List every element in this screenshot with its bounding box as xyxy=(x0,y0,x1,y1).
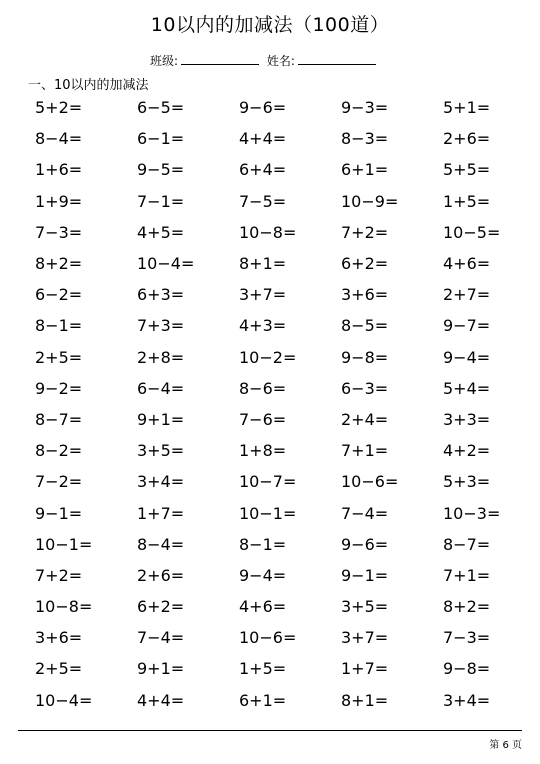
math-problem: 8+2= xyxy=(443,597,491,617)
math-problem: 3+5= xyxy=(341,597,389,617)
math-problem: 6+2= xyxy=(341,254,389,274)
math-problem: 7+1= xyxy=(443,565,491,585)
problem-grid xyxy=(35,92,535,716)
math-problem: 2+4= xyxy=(341,409,389,429)
math-problem: 2+7= xyxy=(443,285,491,305)
math-problem: 8−4= xyxy=(137,534,185,554)
math-problem: 3+3= xyxy=(443,409,491,429)
math-problem: 9−4= xyxy=(443,347,491,367)
math-problem: 10−6= xyxy=(239,628,297,648)
footer-divider xyxy=(18,730,522,731)
math-problem: 2+8= xyxy=(137,347,185,367)
math-problem: 7−2= xyxy=(35,472,83,492)
math-problem: 4+5= xyxy=(137,222,185,242)
math-problem: 7−1= xyxy=(137,191,185,211)
math-problem: 1+7= xyxy=(137,503,185,523)
math-problem: 3+4= xyxy=(137,472,185,492)
math-problem: 7−4= xyxy=(137,628,185,648)
name-blank-line xyxy=(298,54,376,65)
math-problem: 6−3= xyxy=(341,378,389,398)
math-problem: 9−8= xyxy=(443,659,491,679)
math-problem: 9−3= xyxy=(341,98,389,118)
math-problem: 3+4= xyxy=(443,690,491,710)
math-problem: 6−5= xyxy=(137,98,185,118)
math-problem: 8−2= xyxy=(35,441,83,461)
math-problem: 7+2= xyxy=(35,565,83,585)
math-problem: 8+1= xyxy=(239,254,287,274)
math-problem: 8−5= xyxy=(341,316,389,336)
math-problem: 1+8= xyxy=(239,441,287,461)
math-problem: 4+2= xyxy=(443,441,491,461)
math-problem: 6+2= xyxy=(137,597,185,617)
math-problem: 9−6= xyxy=(341,534,389,554)
math-problem: 4+3= xyxy=(239,316,287,336)
math-problem: 3+6= xyxy=(341,285,389,305)
math-problem: 2+6= xyxy=(137,565,185,585)
math-problem: 8−7= xyxy=(35,409,83,429)
math-problem: 7+3= xyxy=(137,316,185,336)
math-problem: 10−3= xyxy=(443,503,501,523)
math-problem: 9−1= xyxy=(341,565,389,585)
math-problem: 5+4= xyxy=(443,378,491,398)
math-problem: 7−3= xyxy=(35,222,83,242)
math-problem: 10−5= xyxy=(443,222,501,242)
math-problem: 4+6= xyxy=(443,254,491,274)
math-problem: 7−5= xyxy=(239,191,287,211)
math-problem: 8−1= xyxy=(239,534,287,554)
math-problem: 4+6= xyxy=(239,597,287,617)
math-problem: 4+4= xyxy=(239,129,287,149)
math-problem: 2+5= xyxy=(35,347,83,367)
math-problem: 10−2= xyxy=(239,347,297,367)
math-problem: 5+1= xyxy=(443,98,491,118)
math-problem: 6−2= xyxy=(35,285,83,305)
math-problem: 3+7= xyxy=(341,628,389,648)
math-problem: 6+3= xyxy=(137,285,185,305)
math-problem: 6+4= xyxy=(239,160,287,180)
math-problem: 10−8= xyxy=(35,597,93,617)
math-problem: 5+5= xyxy=(443,160,491,180)
math-problem: 5+3= xyxy=(443,472,491,492)
math-problem: 9−2= xyxy=(35,378,83,398)
math-problem: 9−8= xyxy=(341,347,389,367)
math-problem: 10−7= xyxy=(239,472,297,492)
student-info xyxy=(150,52,380,69)
math-problem: 3+5= xyxy=(137,441,185,461)
math-problem: 7−6= xyxy=(239,409,287,429)
math-problem: 8+1= xyxy=(341,690,389,710)
math-problem: 1+5= xyxy=(443,191,491,211)
math-problem: 8−3= xyxy=(341,129,389,149)
page-title: 10以内的加减法（100道） xyxy=(150,14,390,36)
math-problem: 8−1= xyxy=(35,316,83,336)
math-problem: 9−1= xyxy=(35,503,83,523)
math-problem: 1+6= xyxy=(35,160,83,180)
math-problem: 8−7= xyxy=(443,534,491,554)
math-problem: 9−7= xyxy=(443,316,491,336)
class-blank-line xyxy=(181,54,259,65)
math-problem: 9−6= xyxy=(239,98,287,118)
math-problem: 1+9= xyxy=(35,191,83,211)
math-problem: 10−4= xyxy=(137,254,195,274)
math-problem: 10−8= xyxy=(239,222,297,242)
math-problem: 5+2= xyxy=(35,98,83,118)
math-problem: 1+7= xyxy=(341,659,389,679)
section-title: 一、10以内的加减法 xyxy=(28,78,149,93)
name-label: 姓名: xyxy=(266,54,295,68)
math-problem: 7−4= xyxy=(341,503,389,523)
math-problem: 6+1= xyxy=(239,690,287,710)
math-problem: 7−3= xyxy=(443,628,491,648)
page-number: 第 6 页 xyxy=(489,740,522,751)
math-problem: 10−1= xyxy=(239,503,297,523)
math-problem: 8+2= xyxy=(35,254,83,274)
math-problem: 1+5= xyxy=(239,659,287,679)
math-problem: 8−6= xyxy=(239,378,287,398)
math-problem: 6−1= xyxy=(137,129,185,149)
math-problem: 9+1= xyxy=(137,409,185,429)
math-problem: 8−4= xyxy=(35,129,83,149)
math-problem: 6−4= xyxy=(137,378,185,398)
math-problem: 10−4= xyxy=(35,690,93,710)
math-problem: 10−6= xyxy=(341,472,399,492)
math-problem: 10−9= xyxy=(341,191,399,211)
class-label: 班级: xyxy=(150,54,179,68)
math-problem: 2+5= xyxy=(35,659,83,679)
math-problem: 4+4= xyxy=(137,690,185,710)
math-problem: 9+1= xyxy=(137,659,185,679)
math-problem: 9−5= xyxy=(137,160,185,180)
math-problem: 3+7= xyxy=(239,285,287,305)
math-problem: 9−4= xyxy=(239,565,287,585)
math-problem: 7+1= xyxy=(341,441,389,461)
math-problem: 2+6= xyxy=(443,129,491,149)
math-problem: 6+1= xyxy=(341,160,389,180)
math-problem: 10−1= xyxy=(35,534,93,554)
math-problem: 3+6= xyxy=(35,628,83,648)
math-problem: 7+2= xyxy=(341,222,389,242)
